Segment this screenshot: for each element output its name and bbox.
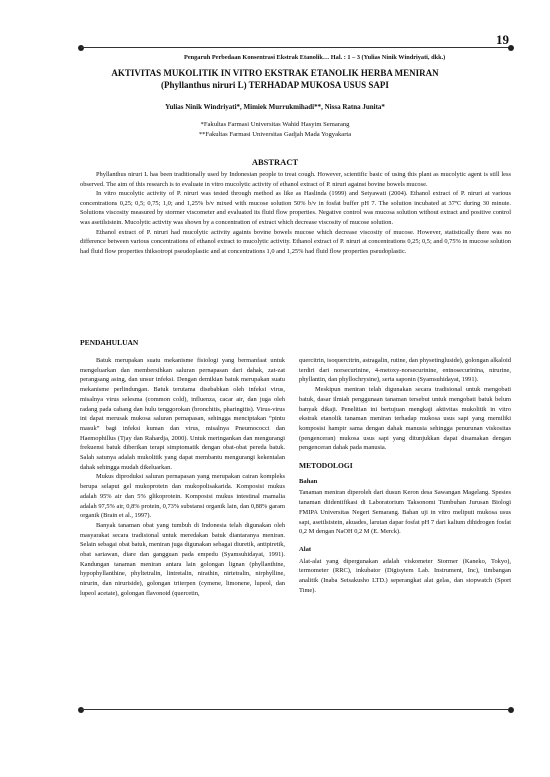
abstract-paragraph-2: In vitro mucolytic activity of P. niruri was tested through method as like as Haslinda (1999) and Setyawati (2004). Ethanol extract of P. niruri at various concentrations 0,25; 0,5; 0,75; 1,0; and 1,25% b/v mixed with mucose solution 50% b/v in fosfat buffer pH 7. The solution incubated at 37ºC during 30 minute. Solutions viscosity measured by stormer viscometer and evaluated its fluid flow properties. Negative control was mucosa solution without extract and positive control was asetilsistein. Mucolytic activity was shown by a concentration of extract which decrease viscosity of mucose solution.	[80, 190, 511, 226]
top-rule-dot-left	[78, 45, 84, 51]
title-line-1: AKTIVITAS MUKOLITIK IN VITRO EKSTRAK ETANOLIK HERBA MENIRAN	[111, 68, 439, 78]
abstract-paragraph-1: Phyllanthus niruri L has been traditionally used by Indonesian people to treat cough. However, scientific basic of using this plant as mucolytic agent is still less observed. The aim of this research is to evaluate in vitro mucolytic activity of ethanol extract of P. niruri against bovine bowels mucose.	[80, 171, 511, 188]
subheading-alat: Alat	[299, 545, 312, 553]
top-rule	[81, 47, 511, 48]
right-paragraph-2: Meskipun meniran telah digunakan secara tradisional untuk mengobati batuk, dasar ilmiah penggunaan tanaman tersebut untuk mengobati batuk belum banyak dikaji. Penelitian ini bertujuan mengkaji aktivitas mukolitik in vitro ekstrak etanolik tanaman meniran terhadap mukosa usus sapi yang memiliki komposisi hampir sama dengan dahak manusia sehingga penurunan viskositas (pengenceran) mukosa usus sapi yang ditunjukkan dapat disamakan dengan pengenceran dahak pada manusia.	[299, 386, 511, 452]
abstract-paragraph-3: Ethanol extract of P. niruri had mucolytic activity againts bovine bowels mucose which decrease viscosity of mucose. However, statistically there was no difference between various concentrations of ethanol extract to mucolytic activity. Ethanol extract of P. niruri at concentrations 0,25; 0,5; and 0,75% in mucose solution had fluid flow properties thiksotropi pseudoplastic and at concentrations 1,0 and 1,25% had fluid flow properties pseudoplastic.	[80, 228, 511, 255]
running-head: Pengaruh Perbedaan Konsentrasi Ekstrak Etanolik… Hal. : 1 – 3 (Yulias Ninik Windriyati, dkk.)	[184, 54, 446, 61]
bottom-rule	[81, 709, 511, 710]
right-column	[299, 356, 511, 595]
bottom-rule-dot-left	[78, 707, 84, 713]
affiliation-2: **Fakultas Farmasi Universitas Gadjah Mada Yogyakarta	[198, 131, 352, 138]
left-column	[80, 356, 285, 599]
section-heading-metodologi: METODOLOGI	[299, 461, 353, 471]
abstract-heading: ABSTRACT	[251, 157, 299, 167]
right-paragraph-3: Tanaman meniran diperoleh dari dusun Keron desa Sawangan Magelang. Spesies tanaman diidentifikasi di Laboratorium Taksonomi Tumbuhan Jurusan Biologi FMIPA Universitas Negeri Semarang. Bahan uji in vitro meliputi mukosa usus sapi, asetilsistein, akuades, larutan dapar fosfat pH 7 dari kalium dihidrogen fosfat 0,2 M dengan NaOH 0,2 M (E. Merck).	[299, 489, 511, 536]
left-paragraph-1: Batuk merupakan suatu mekanisme fisiologi yang bermanfaat untuk mengeluarkan dan membersihkan saluran pernapasan dari dahak, zat-zat perangsang asing, dan unsur infeksi. Dengan demikian batuk merupakan suatu mekanisme perlindungan. Batuk terutama disebabkan oleh infeksi virus, misalnya virus selesma (common cold), influenza, cacar air, dan juga oleh radang pada cabang dan hulu tenggorokan (bronchitis, pharingitis). Virus-virus ini dapat merusak mukosa saluran pernapasan, sehingga menciptakan “pintu masuk” bagi infeksi kuman dan virus, misalnya Pneumococci dan Haemophillus (Tjay dan Rahardja, 2000). Untuk meringankan dan mengurangi frekuensi batuk diberikan terapi simptomatik dengan obat-obat pereda batuk. Salah satunya adalah mukolitik yang dapat membantu mengurangi kekentalan dahak sehingga mudah dikeluarkan.	[80, 357, 285, 471]
authors: Yulias Ninik Windriyati*, Mimiek Murrukmihadi**, Nissa Ratna Junita*	[165, 103, 385, 111]
affiliation-1: *Fakultas Farmasi Universitas Wahid Hasyim Semarang	[200, 121, 350, 128]
page-number: 19	[496, 32, 509, 47]
abstract	[80, 170, 511, 256]
title-line-2: (Phyllanthus niruri L) TERHADAP MUKOSA USUS SAPI	[161, 80, 389, 90]
left-paragraph-2: Mukus diproduksi saluran pernapasan yang merupakan cairan kompleks berupa selaput gel mukoprotein dan mukopolisakarida. Komposisi mukus adalah 95% air dan 5% glikoprotein. Komposisi mukus intestinal mamalia adalah 97,5% air, 0,8% protein, 0,73% substansi organik lain, dan 0,88% garam organik (Brain et al., 1997).	[80, 473, 285, 520]
right-paragraph-4: Alat-alat yang dipergunakan adalah viskometer Stormer (Kaneko, Tokyo), termometer (RRC), inkubator (Digisytem Lab. Instrument, Inc), timbangan analitik (Inaba Seisakusho LTD.) seperangkat alat gelas, dan stopwatch (Sport Time).	[299, 557, 511, 594]
bottom-rule-dot-right	[508, 707, 514, 713]
left-paragraph-3: Banyak tanaman obat yang tumbuh di Indonesia telah digunakan oleh masyarakat secara tradisional untuk meredakan batuk diantaranya meniran. Selain sebagai obat batuk, meniran juga digunakan sebagai diuretik, antipiretik, obat sariawan, diare dan gangguan pada empedu (Syamsuhidayat, 1991). Kandungan tanaman meniran antara lain golongan lignan (phyllanthine, hypophyllanthine, phyltetralin, lintretalin, nirathin, nirtetralin, nirphylline, nirurin, dan niruriside), golongan triterpen (cymene, limonene, lupeol, dan lupeol acetate), golongan flavonoid (quercetin,	[80, 521, 285, 597]
subheading-bahan: Bahan	[299, 477, 318, 485]
right-paragraph-1: quercitrin, isoquercitrin, astragalin, rutine, dan physetingluside), golongan alkaloid terdiri dari norsecurinine, 4-metoxy-norsecurinine, entnosecurinina, nirurine, phyllantin, dan phyllochrysine), serta saponin (Syamsuhidayat, 1991).	[299, 357, 511, 384]
section-heading-pendahuluan: PENDAHULUAN	[80, 338, 139, 347]
